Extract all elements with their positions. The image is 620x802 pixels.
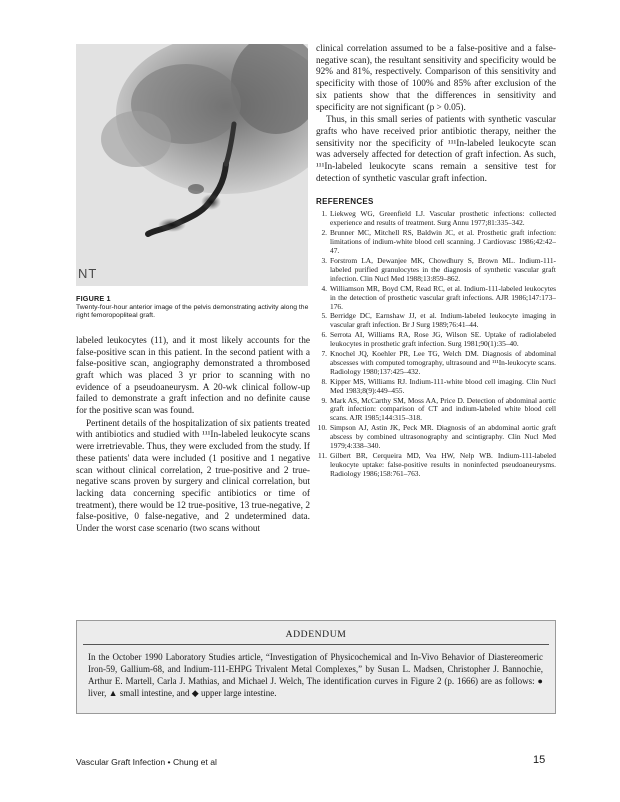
page-number: 15 <box>533 754 546 766</box>
addendum-box <box>76 620 556 714</box>
reference-item: 9. Mark AS, McCarthy SM, Moss AA, Price D. Detection of abdominal aortic graft infection: comparison of CT and indium-labeled white blood cell scans. AJR 1985;144:315–318. <box>321 395 556 423</box>
running-footer: Vascular Graft Infection • Chung et al <box>76 757 217 767</box>
left-body-text <box>76 336 310 536</box>
references-heading: REFERENCES <box>316 197 374 207</box>
right-paragraph-1: clinical correlation assumed to be a false-positive and a false-negative scan), the resultant sensitivity and specificity would be 92% and 81%, respectively. Comparison of this sensitivity and specificity with those of 100% and 85% after exclusion of the six patients show that the differences in sensitivity and specificity are not significant (p > 0.05). <box>316 44 556 113</box>
references-list <box>316 210 556 478</box>
figure-caption-text: Twenty-four-hour anterior image of the pelvis demonstrating activity along the right femoropopliteal graft. <box>76 304 309 320</box>
reference-item: 1. Liekweg WG, Greenfield LJ. Vascular prosthetic infections: collected experience and results of treatment. Surg Annu 1977;81:335–342. <box>321 209 556 228</box>
left-paragraph-1: labeled leukocytes (11), and it most likely accounts for the false-positive scan in this patient. In the second patient with a false-positive scan, angiography demonstrated a thrombosed graft which was placed 3 yr prior to scanning with no evidence of a pseudoaneurysm. A 20-wk clinical follow-up failed to demonstrate a graft infection and no definite cause for the positive scan was found. <box>76 335 310 417</box>
addendum-text: In the October 1990 Laboratory Studies article, “Investigation of Physicochemical and In-Vivo Behavior of Diastereomeric Iron-59, Gallium-68, and Indium-111-EHPG Trivalent Metal Complexes,” by Susan L. Madsen, Christopher J. Bannochie, Arthur E. Martell, Carla J. Mathias, and Michael J. Welch, The identification curves in Figure 2 (p. 1666) are as follows: ● liver, ▲ small intestine, and ◆ upper large intestine. <box>88 652 543 698</box>
reference-item: 10. Simpson AJ, Astin JK, Peck MR. Diagnosis of an abdominal aortic graft abscess by combined ultrasonography and scintigraphy. Clin Nucl Med 1979;4:338–340. <box>317 423 556 451</box>
scintigraphy-image <box>76 44 308 286</box>
right-column <box>316 44 556 480</box>
reference-item: 8. Kipper MS, Williams RJ. Indium-111-white blood cell imaging. Clin Nucl Med 1983;8(9):449–455. <box>321 376 556 395</box>
reference-item: 5. Berridge DC, Earnshaw JJ, et al. Indium-labeled leukocyte imaging in vascular graft infection. Br J Surg 1989;76:41–44. <box>321 311 556 330</box>
left-column <box>76 44 310 536</box>
reference-item: 4. Williamson MR, Boyd CM, Read RC, et al. Indium-111-labeled leukocytes in the detection of prosthetic vascular graft infections. AJR 1986;147:173–176. <box>321 283 556 311</box>
reference-item: 11. Gilbert BR, Cerqueira MD, Vea HW, Nelp WB. Indium-111-labeled leukocyte uptake: false-positive results in noninfected pseudoaneurysms. Radiology 1986;158:761–763. <box>318 451 556 478</box>
figure-caption-title: FIGURE 1 <box>76 294 111 303</box>
left-paragraph-2: Pertinent details of the hospitalization of six patients treated with antibiotics and studied with ¹¹¹In-labeled leukocyte scans were irretrievable. Thus, they were excluded from the study. If these patients' data were included (1 positive and 1 negative scan without clinical correlation, 2 true-positive and 2 true-negative scans proven by surgery and clinical correlation, but lacking data concerning specific antibiotics or time of treatment), there would be 12 true-positive, 13 true-negative, 2 false-positive, 0 false-negative, and 2 undetermined data. Under the worst case scenario (two scans without <box>76 418 310 535</box>
reference-item: 7. Knochel JQ, Koehler PR, Lee TG, Welch DM. Diagnosis of abdominal abscesses with computed tomography, ultrasound and ¹¹¹In-leukocyte scans. Radiology 1980;137:425–432. <box>321 349 556 376</box>
reference-item: 2. Brunner MC, Mitchell RS, Baldwin JC, et al. Prosthetic graft infection: limitations of indium-white blood cell scanning. J Cardiovasc 1986;42:42–47. <box>321 228 556 256</box>
image-corner-label: NT <box>78 266 98 281</box>
reference-item: 6. Serrota AI, Williams RA, Rose JG, Wilson SE. Uptake of radiolabeled leukocytes in prosthetic graft infection. Surg 1981;90(1):35–40. <box>321 330 556 349</box>
pelvis-scan-graphic <box>76 44 308 286</box>
right-paragraph-2: Thus, in this small series of patients with synthetic vascular grafts who have received prior antibiotic therapy, neither the sensitivity nor the specificity of ¹¹¹In-labeled leukocyte scan was adversely affected for detection of graft infection. As such, ¹¹¹In-labeled leukocyte scans remain a sensitive test for detection of synthetic vascular graft infection. <box>316 115 556 184</box>
addendum-title: ADDENDUM <box>285 629 347 640</box>
reference-item: 3. Forstrom LA, Dewanjee MK, Chowdhury S, Brown ML. Indium-111-labeled purified granulocytes in the diagnosis of synthetic vascular graft infection. Clin Nucl Med 1988;13:859–862. <box>321 255 556 283</box>
addendum-divider <box>83 644 549 645</box>
